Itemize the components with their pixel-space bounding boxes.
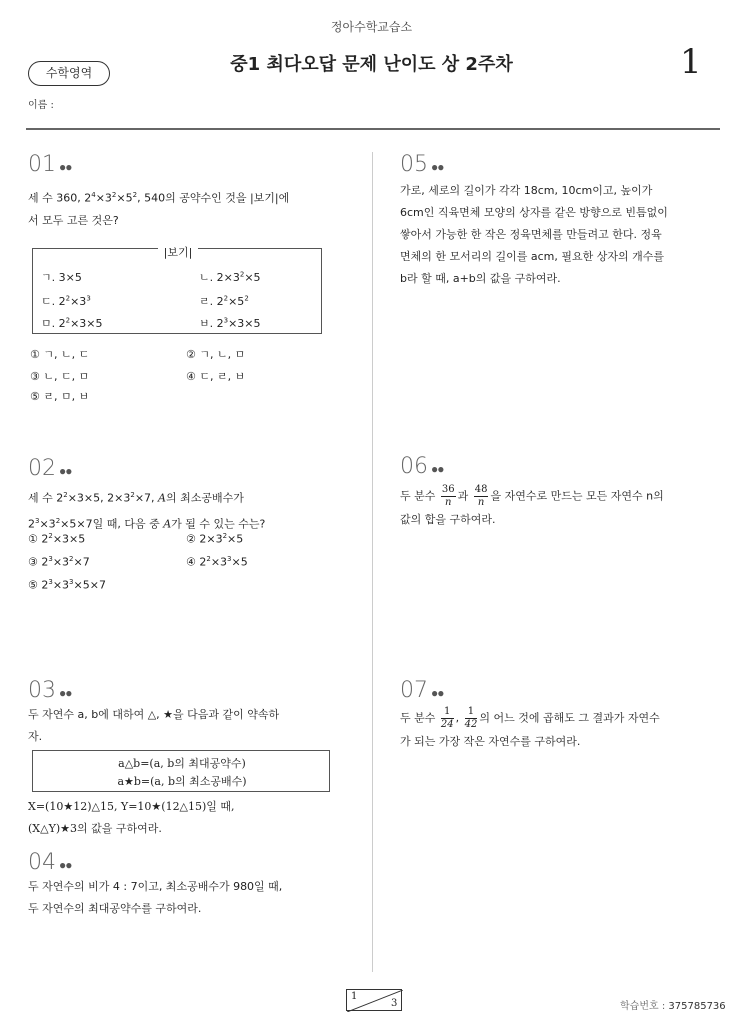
option[interactable]: ③ $2^3\times 3^2\times 7$ [28,555,90,569]
option[interactable]: ⑤ ㄹ, ㅁ, ㅂ [30,390,90,403]
question-number: 07 ●● [400,678,444,703]
question-6-text: 두 분수 $\frac{36}{n}$ 과 $\frac{48}{n}$ 을 자연수로 만드는 모든 자연수 n의 값의 합을 구하여라. [400,484,664,526]
fraction: $\frac{1}{42}$ [464,706,478,730]
academy-name: 정아수학교습소 [330,20,413,34]
option[interactable]: ② $2\times 3^2\times 5$ [186,532,244,546]
option[interactable]: ⑤ $2^3\times 3^3\times 5\times 7$ [28,578,106,592]
option[interactable]: ① ㄱ, ㄴ, ㄷ [30,348,90,361]
question-4 [28,850,72,875]
page-number: 1 [680,42,702,82]
question-1 [28,152,72,177]
question-number: 02 ●● [28,456,72,481]
question-number: 05 ●● [400,152,444,177]
question-3 [28,678,72,703]
definition-gcd: a△b=(a, b의 최대공약수) [118,757,246,770]
question-number: 04 ●● [28,850,72,875]
question-3-condition: X=(10★12)△15, Y=10★(12△15)일 때, (X△Y)★3의 값을 구하여라. [28,800,235,835]
bogi-item: ㄴ. $2\times 3^2\times 5$ [199,270,261,284]
question-1-text: 세 수 360, $2^4\times 3^2\times 5^2$, 540의 공약수인 것을 |보기|에 서 모두 고른 것은? [28,191,290,227]
question-4-text: 두 자연수의 비가 4 : 7이고, 최소공배수가 980일 때, 두 자연수의 최대공약수를 구하여라. [28,880,283,915]
question-7-text: 두 분수 $\frac{1}{24}$ , $\frac{1}{42}$ 의 어느 것에 곱해도 그 결과가 자연수 가 되는 가장 작은 자연수를 구하여라. [400,706,660,748]
bogi-title: |보기| [158,246,199,259]
question-5-text: 가로, 세로의 길이가 각각 18cm, 10cm이고, 높이가 6cm인 직육면체 모양의 상자를 같은 방향으로 빈틈없이 쌓아서 가능한 한 작은 정육면체를 만들려고 한다. 정육 면체의 한 모서리의 길이를 acm, 필요한 상자의 개수를 b라 할 때, a+b의 값을 구하여라. [400,184,668,285]
bogi-item: ㄷ. $2^2\times 3^3$ [41,294,91,308]
question-5 [400,152,444,177]
fraction: $\frac{36}{n}$ [441,484,455,508]
option[interactable]: ④ ㄷ, ㄹ, ㅂ [186,370,246,383]
fraction: $\frac{1}{24}$ [440,706,454,730]
option[interactable]: ② ㄱ, ㄴ, ㅁ [186,348,246,361]
page-total: 3 [391,998,398,1009]
question-number: 03 ●● [28,678,72,703]
option[interactable]: ③ ㄴ, ㄷ, ㅁ [30,370,90,383]
question-number: 01 ●● [28,152,72,177]
bogi-item: ㄱ. 3×5 [41,271,82,284]
study-number: 학습번호 : 375785736 [620,1001,726,1012]
definition-box [32,750,330,792]
question-7 [400,678,444,703]
bogi-item: ㅁ. $2^2\times 3\times 5$ [41,316,103,330]
option[interactable]: ① $2^2\times 3\times 5$ [28,532,86,546]
page-indicator [346,989,402,1011]
definition-lcm: a★b=(a, b의 최소공배수) [117,775,247,788]
question-2 [28,456,72,481]
page-current: 1 [351,991,358,1002]
fraction: $\frac{48}{n}$ [474,484,488,508]
subject-badge: 수학영역 [28,61,110,86]
question-2-text: 세 수 $2^2\times 3\times 5$, $2\times 3^2\times 7$, A의 최소공배수가 $2^3\times 3^2\times 5\times 7$일 때, 다음 중 A가 될 수 있는 수는? [28,491,266,531]
header-divider [26,128,720,130]
option[interactable]: ④ $2^2\times 3^3\times 5$ [186,555,248,569]
question-3-text: 두 자연수 a, b에 대하여 △, ★을 다음과 같이 약속하 자. [28,708,280,743]
name-label: 이름 : [28,100,54,111]
page-title: 중1 최다오답 문제 난이도 상 2주차 [230,54,513,75]
bogi-item: ㅂ. $2^3\times 3\times 5$ [199,316,261,330]
bogi-box [32,248,322,334]
bogi-item: ㄹ. $2^2\times 5^2$ [199,294,249,308]
question-6 [400,454,444,479]
question-number: 06 ●● [400,454,444,479]
column-divider [372,152,373,972]
